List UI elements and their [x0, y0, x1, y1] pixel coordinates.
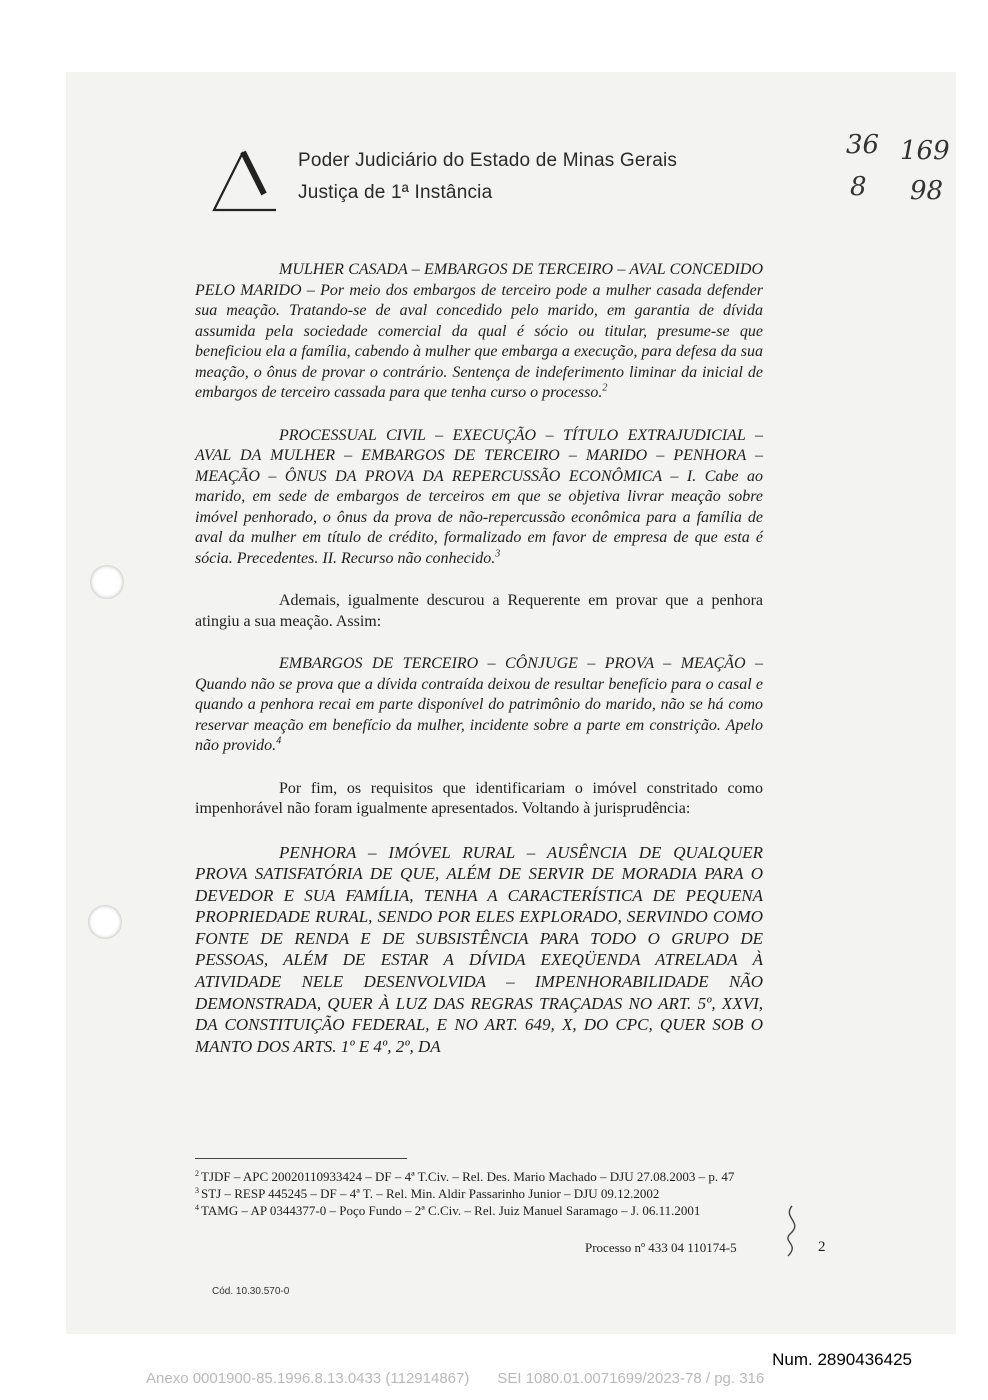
footnote-number: 2 [195, 1168, 199, 1178]
footnote-divider [195, 1158, 407, 1159]
handwritten-mark-98: 98 [910, 176, 944, 206]
punch-hole-bottom [88, 905, 122, 939]
footnote-text: STJ – RESP 445245 – DF – 4ª T. – Rel. Min. Aldir Passarinho Junior – DJU 09.12.2002 [201, 1186, 660, 1201]
document-header [210, 148, 770, 218]
jurisprudence-quote-1 [195, 260, 763, 404]
footnote-ref-2: 2 [602, 382, 608, 394]
document-body [195, 260, 763, 1074]
paragraph-impenhoravel: Por fim, os requisitos que identificariam o imóvel constritado como impenhorável não foram igualmente apresentados. Voltando à jurisprudência: [195, 779, 763, 817]
paragraph-meacao: Ademais, igualmente descurou a Requerente em provar que a penhora atingiu a sua meação. Assim: [195, 592, 763, 630]
jurisprudence-quote-4: PENHORA – IMÓVEL RURAL – AUSÊNCIA DE QUALQUER PROVA SATISFATÓRIA DE QUE, ALÉM DE SERVIR DE MORADIA PARA O DEVEDOR E SUA FAMÍLIA, TENHA A CARACTERÍSTICA DE PEQUENA PROPRIEDADE RURAL, SENDO POR ELES EXPLORADO, SERVINDO COMO FONTE DE RENDA E DE SUBSISTÊNCIA PARA TODO O GRUPO DE PESSOAS, ALÉM DE ESTAR A DÍVIDA EXEQÜENDA ATRELADA À ATIVIDADE NELE DESENVOLVIDA – IMPENHORABILIDADE NÃO DEMONSTRADA, QUER À LUZ DAS REGRAS TRAÇADAS NO ART. 5º, XXVI, DA CONSTITUIÇÃO FEDERAL, E NO ART. 649, X, DO CPC, QUER SOB O MANTO DOS ARTS. 1º E 4º, 2º, DA [195, 842, 763, 1056]
handwritten-mark-36: 36 [846, 130, 880, 160]
handwritten-mark-169: 169 [900, 136, 950, 166]
footnote-2 [195, 1168, 835, 1185]
footnote-ref-4: 4 [276, 735, 282, 747]
document-id-stamp: Num. 2890436425 [772, 1350, 912, 1369]
footnote-number: 3 [195, 1185, 199, 1195]
footnote-text: TJDF – APC 20020110933424 – DF – 4ª T.Civ. – Rel. Des. Mario Machado – DJU 27.08.2003 – p. 47 [201, 1169, 735, 1184]
footnote-3 [195, 1185, 835, 1202]
judiciary-triangle-logo [210, 150, 280, 214]
quote-3-text: EMBARGOS DE TERCEIRO – CÔNJUGE – PROVA – MEAÇÃO – Quando não se prova que a dívida contraída deixou de resultar benefício para o casal e quando a penhora recai em parte disponível do patrimônio do marido, não se há como reservar meação em benefício da mulher, incidente sobre a parte em constrição. Apelo não provido. [195, 655, 763, 754]
annex-stamp [146, 1370, 906, 1387]
handwritten-mark-8: 8 [850, 172, 867, 202]
footnote-4 [195, 1202, 835, 1219]
footnote-text: TAMG – AP 0344377-0 – Poço Fundo – 2ª C.Civ. – Rel. Juiz Manuel Saramago – J. 06.11.2001 [201, 1203, 701, 1218]
jurisprudence-quote-2 [195, 426, 763, 570]
quote-2-text: PROCESSUAL CIVIL – EXECUÇÃO – TÍTULO EXTRAJUDICIAL – AVAL DA MULHER – EMBARGOS DE TERCEIRO – MARIDO – PENHORA – MEAÇÃO – ÔNUS DA PROVA DA REPERCUSSÃO ECONÔMICA – I. Cabe ao marido, em sede de embargos de terceiros em que se objetiva livrar meação sobre imóvel penhorado, o ônus da prova de não-repercussão econômica para a família de aval da mulher em título de crédito, formalizado em favor de empresa de que esta é sócia. Precedentes. II. Recurso não conhecido. [195, 426, 763, 567]
footnotes [195, 1168, 835, 1219]
form-code: Cód. 10.30.570-0 [212, 1286, 290, 1297]
footnote-ref-3: 3 [495, 548, 501, 560]
quote-1-text: MULHER CASADA – EMBARGOS DE TERCEIRO – AVAL CONCEDIDO PELO MARIDO – Por meio dos embargos de terceiro pode a mulher casada defender sua meação. Tratando-se de aval concedido pelo marido, em garantia de dívida assumida pela sociedade comercial da qual é sócio ou titular, presume-se que beneficiou ela a família, cabendo à mulher que embarga a execução, para defesa da sua meação, o ônus de provar o contrário. Sentença de indeferimento liminar da inicial de embargos de terceiro cassada para que tenha curso o processo. [195, 261, 763, 401]
footnote-number: 4 [195, 1202, 199, 1212]
process-number: Processo nº 433 04 110174-5 [585, 1240, 737, 1255]
annex-reference: Anexo 0001900-85.1996.8.13.0433 (112914867) [146, 1370, 470, 1387]
header-court-name: Poder Judiciário do Estado de Minas Gerais [298, 150, 678, 171]
header-instance: Justiça de 1ª Instância [298, 182, 493, 203]
jurisprudence-quote-3 [195, 654, 763, 757]
sei-reference: SEI 1080.01.0071699/2023-78 / pg. 316 [497, 1370, 765, 1387]
page-number: 2 [818, 1239, 826, 1255]
punch-hole-top [90, 565, 124, 599]
handwritten-initials [778, 1204, 808, 1260]
